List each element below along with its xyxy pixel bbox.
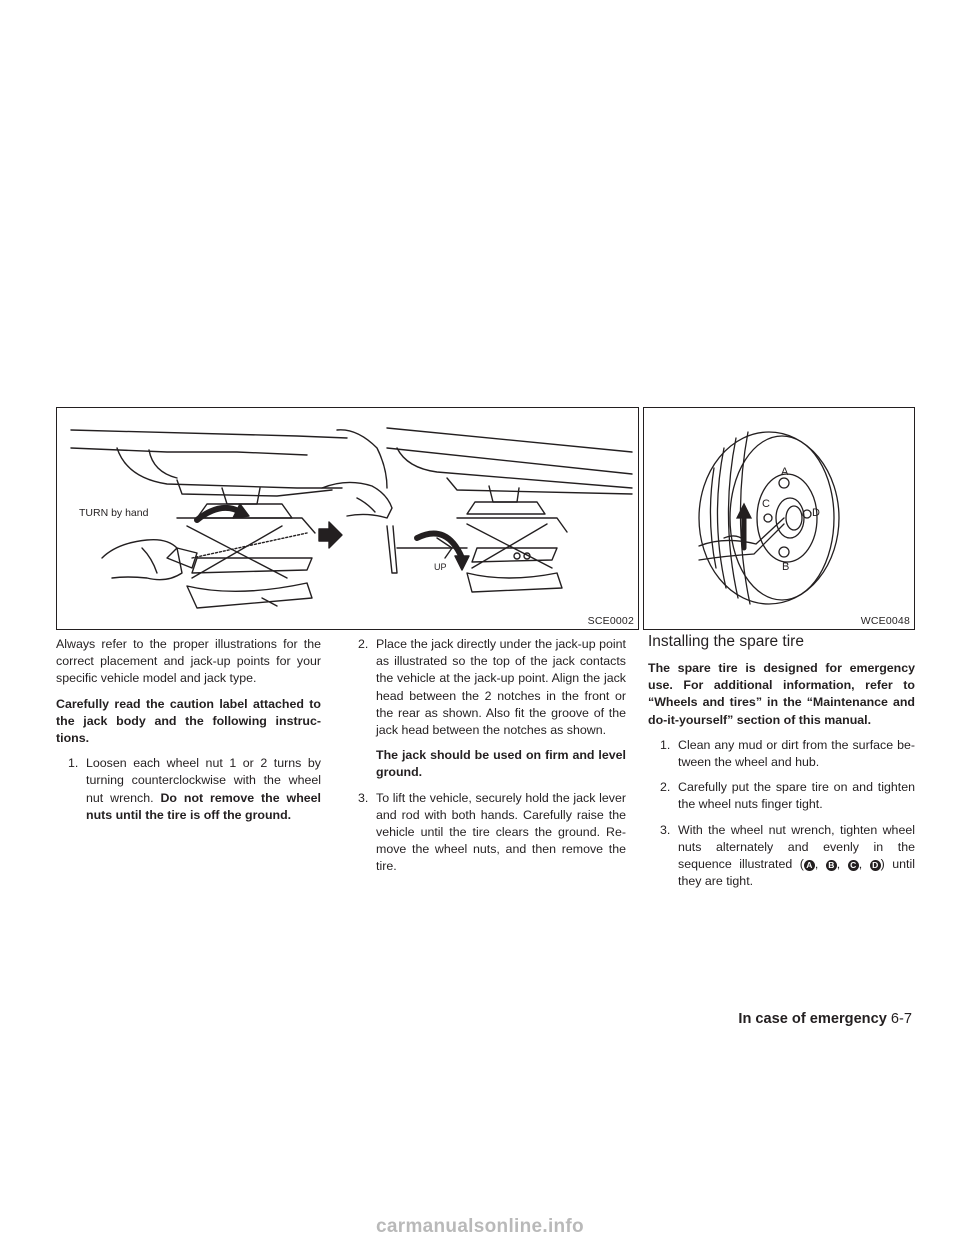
step-text: To lift the vehicle, securely hold the jack lever and rod with both hands. Carefully raise the vehicle until the tire clears the ground. Re-move the wheel nuts, and then remove the tire. (376, 790, 626, 874)
caution-paragraph: Carefully read the caution label attached to the jack body and the following instruc-tions. (56, 696, 321, 746)
turn-by-hand-label: TURN by hand (79, 507, 149, 519)
step-3-lift (358, 790, 626, 876)
left-column (56, 636, 321, 832)
step-text: Clean any mud or dirt from the surface be-tween the wheel and hub. (678, 737, 915, 770)
step-number: 2. (358, 637, 369, 651)
step-text: Loosen each wheel nut 1 or 2 turns by turning counterclockwise with the wheel nut wrench. (86, 756, 321, 805)
wheel-illustration (644, 408, 915, 630)
up-label: UP (434, 562, 447, 572)
step-number: 1. (68, 756, 79, 771)
step-1-clean (648, 737, 915, 771)
step-number: 1. (660, 737, 671, 752)
wheel-label-d: D (812, 507, 820, 519)
step-warning: Do not remove the wheel nuts until the tire is off the ground. (86, 790, 321, 822)
figure-code-wce: WCE0048 (860, 615, 910, 627)
sequence-label-d: D (870, 860, 881, 871)
wheel-label-a: A (781, 466, 789, 478)
step-text: Place the jack directly under the jack-up point as illustrated so the top of the jack contacts the vehicle at the jack-up point. Align the jack head between the 2 notches in the front or the rear as shown. Also fit the groove of the jack head between the notches as shown. (376, 637, 626, 738)
wheel-label-c: C (762, 498, 770, 510)
watermark: carmanualsonline.info (376, 1216, 584, 1237)
step-text: With the wheel nut wrench, tighten wheel nuts alternately and evenly in the sequence illustrated ( (678, 822, 915, 872)
figure-code-sce: SCE0002 (587, 615, 634, 627)
step-text: Carefully put the spare tire on and tighten the wheel nuts finger tight. (678, 780, 915, 812)
middle-column (358, 636, 626, 884)
sequence-separator: , (814, 857, 819, 872)
wheel-label-b: B (782, 561, 790, 573)
intro-paragraph: Always refer to the proper illustrations for the correct placement and jack-up points for your specific vehicle model and jack type. (56, 637, 321, 686)
wheel-figure (643, 407, 915, 630)
right-column (648, 633, 915, 898)
step-2-place-jack (358, 636, 626, 739)
step-number: 2. (660, 780, 671, 795)
section-heading: Installing the spare tire (648, 633, 804, 650)
page-number: 6-7 (890, 1011, 912, 1027)
step-3-tighten (648, 822, 915, 891)
step-2-put-on (648, 779, 915, 813)
section-name: In case of emergency (738, 1011, 887, 1027)
jack-figure (56, 407, 639, 630)
sequence-separator: , (858, 857, 863, 872)
step-1-loosen (56, 755, 321, 824)
sequence-label-c: C (848, 860, 859, 871)
page-footer (738, 1011, 912, 1027)
ground-warning: The jack should be used on firm and level ground. (376, 748, 626, 780)
sequence-label-b: B (826, 860, 837, 871)
spare-tire-note: The spare tire is designed for emergency use. For additional information, refer to “Wheels and tires” in the “Maintenance and do-it-yourself” section of this manual. (648, 661, 915, 727)
step-number: 3. (660, 822, 671, 837)
sequence-label-a: A (804, 860, 815, 871)
step-number: 3. (358, 790, 369, 805)
step-text-end: ) until they are tight. (678, 857, 915, 889)
jack-illustration (57, 408, 639, 630)
sequence-separator: , (836, 857, 841, 872)
